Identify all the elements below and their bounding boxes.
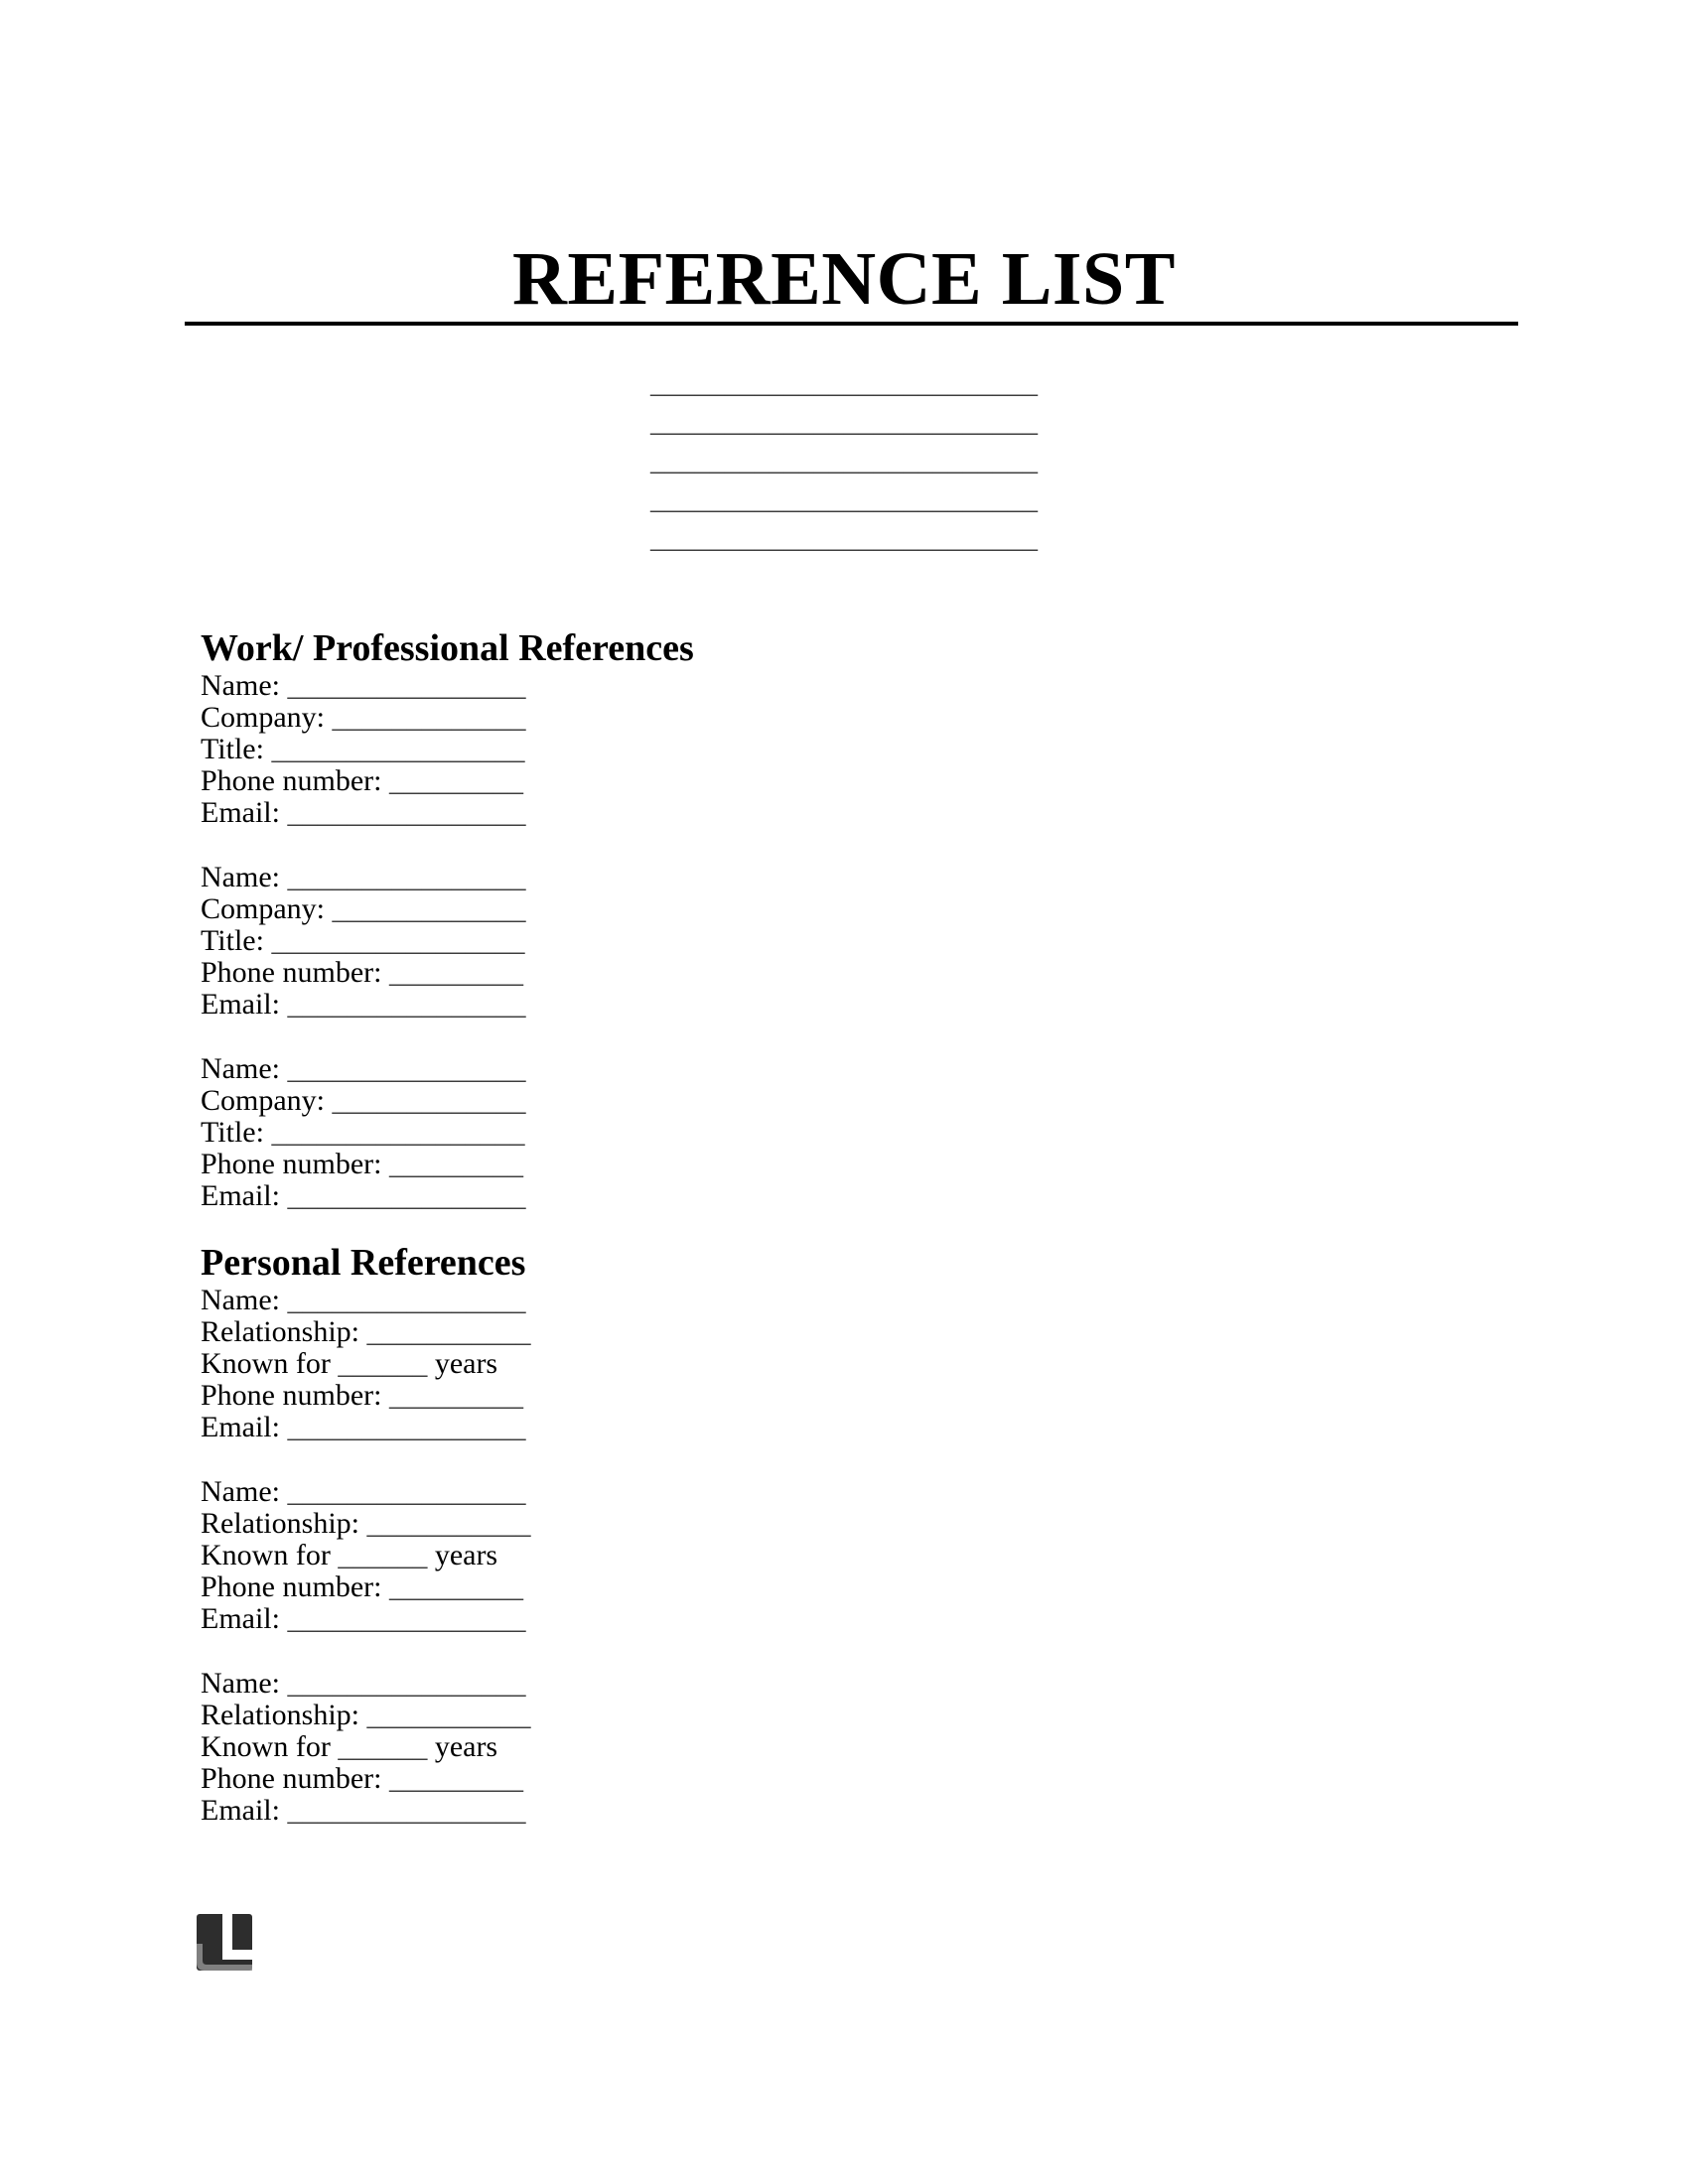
field-label: Name: bbox=[201, 861, 288, 893]
field-label: Email: bbox=[201, 1179, 288, 1212]
form-row bbox=[201, 1149, 694, 1180]
field-label: Known for bbox=[201, 1730, 339, 1763]
blank-underline: ___________ bbox=[366, 1507, 531, 1540]
blank-underline: ________________ bbox=[287, 1411, 526, 1443]
form-row bbox=[201, 670, 694, 702]
publisher-logo bbox=[197, 1914, 252, 1971]
blank-underline: ______ bbox=[338, 1730, 428, 1763]
form-row bbox=[201, 765, 694, 797]
header-blank-lines bbox=[0, 363, 1688, 557]
reference-entry bbox=[201, 1668, 531, 1827]
form-row bbox=[201, 1508, 531, 1540]
blank-underline: _____________ bbox=[332, 892, 526, 925]
reference-entry bbox=[201, 862, 694, 1021]
form-row bbox=[201, 1603, 531, 1635]
title-underline-rule bbox=[185, 322, 1518, 326]
section-heading: Personal References bbox=[201, 1242, 526, 1284]
blank-underline: ________________ bbox=[287, 1794, 526, 1827]
form-row bbox=[201, 1412, 531, 1443]
form-row bbox=[201, 1285, 531, 1316]
field-label: Email: bbox=[201, 796, 288, 829]
field-label: Known for bbox=[201, 1539, 339, 1571]
field-label: Title: bbox=[201, 733, 272, 765]
field-label: Email: bbox=[201, 988, 288, 1021]
header-blank-line: __________________________ bbox=[650, 444, 1038, 477]
field-label: Email: bbox=[201, 1602, 288, 1635]
blank-underline: _____________ bbox=[332, 701, 526, 734]
blank-underline: _________ bbox=[388, 1379, 523, 1412]
form-row bbox=[201, 1476, 531, 1508]
square-L-logo-icon bbox=[197, 1914, 252, 1971]
reference-entry bbox=[201, 670, 694, 829]
reference-entry bbox=[201, 1476, 531, 1635]
form-row bbox=[201, 1380, 531, 1412]
form-row bbox=[201, 1053, 694, 1085]
field-label: Relationship: bbox=[201, 1315, 367, 1348]
blank-underline: ___________ bbox=[366, 1315, 531, 1348]
form-row bbox=[201, 862, 694, 893]
form-row bbox=[201, 1763, 531, 1795]
header-blank-line: __________________________ bbox=[650, 405, 1038, 438]
reference-entry bbox=[201, 1053, 694, 1212]
section-personal-references bbox=[201, 1241, 531, 1827]
field-label: Phone number: bbox=[201, 1762, 389, 1795]
blank-underline: ________________ bbox=[287, 1667, 526, 1700]
field-label: Company: bbox=[201, 701, 333, 734]
field-label: Known for bbox=[201, 1347, 339, 1380]
form-row bbox=[201, 893, 694, 925]
blank-underline: _________ bbox=[388, 1762, 523, 1795]
field-label: Email: bbox=[201, 1411, 288, 1443]
form-row bbox=[201, 1571, 531, 1603]
blank-underline: _________ bbox=[388, 956, 523, 989]
header-blank-line: __________________________ bbox=[650, 482, 1038, 515]
field-label: Phone number: bbox=[201, 956, 389, 989]
field-label: Name: bbox=[201, 1284, 288, 1316]
blank-underline: ________________ bbox=[287, 861, 526, 893]
field-label: Phone number: bbox=[201, 764, 389, 797]
field-label: Name: bbox=[201, 1475, 288, 1508]
form-row bbox=[201, 1085, 694, 1117]
form-row bbox=[201, 989, 694, 1021]
form-row bbox=[201, 1731, 531, 1763]
blank-underline: _____________ bbox=[332, 1084, 526, 1117]
field-label: Relationship: bbox=[201, 1507, 367, 1540]
section-heading: Work/ Professional References bbox=[201, 627, 694, 669]
form-row bbox=[201, 1700, 531, 1731]
header-blank-line: __________________________ bbox=[650, 366, 1038, 399]
field-label: Phone number: bbox=[201, 1148, 389, 1180]
field-label: Name: bbox=[201, 1052, 288, 1085]
blank-underline: _________ bbox=[388, 1148, 523, 1180]
field-label: Relationship: bbox=[201, 1699, 367, 1731]
blank-underline: ________________ bbox=[287, 796, 526, 829]
form-row bbox=[201, 702, 694, 734]
blank-underline: _________ bbox=[388, 764, 523, 797]
reference-entry bbox=[201, 1285, 531, 1443]
form-row bbox=[201, 1795, 531, 1827]
blank-underline: _________________ bbox=[271, 924, 525, 957]
blank-underline: ________________ bbox=[287, 669, 526, 702]
blank-underline: _________________ bbox=[271, 733, 525, 765]
field-label: Phone number: bbox=[201, 1379, 389, 1412]
field-label: Phone number: bbox=[201, 1570, 389, 1603]
field-label: Email: bbox=[201, 1794, 288, 1827]
field-label: Name: bbox=[201, 1667, 288, 1700]
form-row bbox=[201, 957, 694, 989]
form-row bbox=[201, 1180, 694, 1212]
field-label: Company: bbox=[201, 1084, 333, 1117]
blank-underline: ________________ bbox=[287, 1475, 526, 1508]
form-row bbox=[201, 1117, 694, 1149]
field-suffix: years bbox=[427, 1539, 498, 1571]
form-row bbox=[201, 1348, 531, 1380]
field-label: Company: bbox=[201, 892, 333, 925]
blank-underline: _________________ bbox=[271, 1116, 525, 1149]
form-row bbox=[201, 1540, 531, 1571]
field-suffix: years bbox=[427, 1730, 498, 1763]
field-label: Title: bbox=[201, 924, 272, 957]
header-blank-line: __________________________ bbox=[650, 521, 1038, 554]
form-row bbox=[201, 925, 694, 957]
blank-underline: ________________ bbox=[287, 1602, 526, 1635]
field-suffix: years bbox=[427, 1347, 498, 1380]
blank-underline: ______ bbox=[338, 1539, 428, 1571]
blank-underline: ________________ bbox=[287, 988, 526, 1021]
form-row bbox=[201, 734, 694, 765]
blank-underline: ______ bbox=[338, 1347, 428, 1380]
field-label: Title: bbox=[201, 1116, 272, 1149]
field-label: Name: bbox=[201, 669, 288, 702]
blank-underline: _________ bbox=[388, 1570, 523, 1603]
blank-underline: ________________ bbox=[287, 1284, 526, 1316]
form-row bbox=[201, 797, 694, 829]
section-work-references bbox=[201, 626, 694, 1212]
blank-underline: ________________ bbox=[287, 1052, 526, 1085]
blank-underline: ________________ bbox=[287, 1179, 526, 1212]
form-row bbox=[201, 1668, 531, 1700]
page-title: REFERENCE LIST bbox=[512, 237, 1176, 321]
blank-underline: ___________ bbox=[366, 1699, 531, 1731]
form-row bbox=[201, 1316, 531, 1348]
